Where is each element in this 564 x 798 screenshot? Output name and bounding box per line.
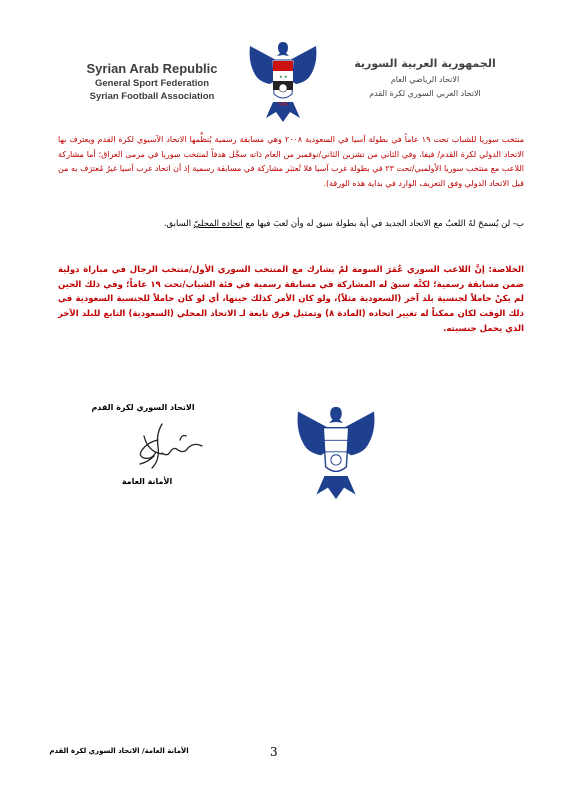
paragraph-b-underlined: اتحاده المحليّ bbox=[193, 219, 243, 229]
paragraph-b-start: ب- لن يُسمحَ لهُ اللعبُ مع الاتحاد الجديد في أية بطولة سبق له وأن لعبَ فيها مع bbox=[242, 219, 524, 229]
header-en-country: Syrian Arab Republic bbox=[86, 61, 218, 76]
header-ar-federation: الاتحاد الرياضي العام bbox=[390, 75, 460, 84]
svg-text:★: ★ bbox=[279, 74, 283, 79]
page-number: 3 bbox=[270, 745, 278, 759]
paragraph-b-end: السابق. bbox=[163, 219, 194, 229]
header-ar-country: الجمهورية العربية السورية bbox=[354, 57, 496, 70]
header-ar-association: الاتحاد العربي السوري لكرة القدم bbox=[369, 89, 481, 98]
signature-title: الأمانة العامة bbox=[121, 477, 173, 486]
paragraph-continuation: منتخب سوريا للشباب تحت ١٩ عاماً في بطولة آسيا في السعودية ٢٠٠٨ وهي مسابقة رسمية يُنظِّمها الاتحاد الآسيوي لكرة القدم ويعترف بها الاتحاد الدولي لكرة القدم/ فيفا، وفي الثاني من تشرين الثاني/نوفمبر من العام ذاته سجَّل هدفاً لمنتخب سوريا في مرمى العراق؛ أما مشاركة اللاعب مع منتخب سوريا الأولمبي/تحت ٢٣ في بطولة غرب آسيا فلا تُعتبَر مشاركة في مسابقة رسمية إذ أن اتحاد غرب آسيا غيرُ مُعترَف به من قبل الاتحاد الدولي وفق التعريف الوارد في بداية هذه الورقة). bbox=[58, 135, 524, 188]
header-arabic bbox=[330, 55, 520, 101]
paragraph-b bbox=[110, 217, 524, 232]
conclusion-paragraph: الخلاصة: إنَّ اللاعب السوري عُمَرَ السومة لمْ يشارك مع المنتخب السوري الأول/منتخب الرجال في مباراة دولية ضمن مسابقة رسمية؛ لكنَّه سبقَ له المشاركة في مسابقة رسمية في فئة الشباب/تحت ١٩ عاماً؛ وفي ذلك الحين لم يكنْ حاملاً لجنسية بلد آخر (السعودية مثلاً)، ولو كان الأمر كذلك حينها، أي لو كان حاملاً للجنسية السعودية في ذلك الوقت لكان ممكناً له تغيير اتحاده (المادة ٨) وتمثيل فرق تابعة لـ الاتحاد المحلي (السعودية) التابع للبلد الآخر الذي يحمل جنسيته. bbox=[58, 265, 524, 334]
header-en-association: Syrian Football Association bbox=[89, 91, 215, 102]
header-en-federation: General Sport Federation bbox=[94, 78, 210, 89]
header-english bbox=[72, 60, 232, 103]
svg-text:★: ★ bbox=[284, 74, 288, 79]
svg-text:SFA: SFA bbox=[278, 102, 288, 108]
eagle-emblem-stamp bbox=[292, 400, 380, 506]
handwritten-signature bbox=[132, 416, 212, 472]
signature-organization: الاتحاد السوري لكرة القدم bbox=[91, 403, 195, 412]
eagle-emblem-logo bbox=[246, 36, 320, 128]
svg-text:SFA: SFA bbox=[330, 476, 342, 483]
footer-text: الأمانة العامة/ الاتحاد السوري لكرة القدم bbox=[49, 747, 189, 755]
